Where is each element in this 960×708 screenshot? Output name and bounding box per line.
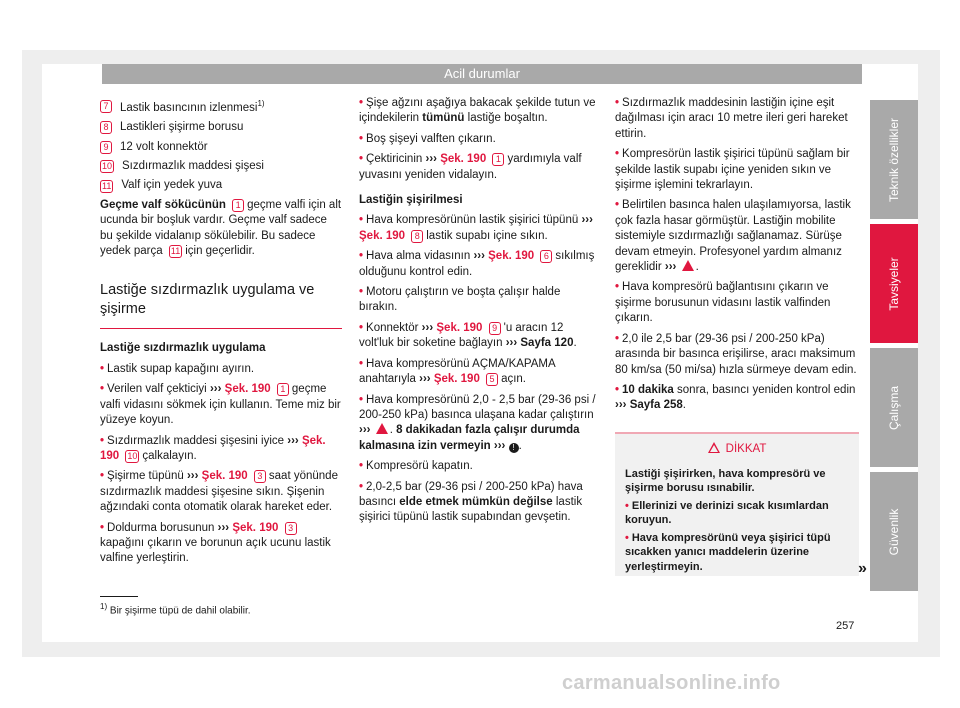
warning-triangle-icon [708, 442, 720, 453]
list-item: • Hava kompresörünü AÇMA/KAPAMA anahtarıyla ››› Şek. 190 5 açın. [359, 357, 556, 386]
list-item: • Boş şişeyi valften çıkarın. [359, 132, 496, 145]
page-number: 257 [836, 620, 855, 632]
legend-text: 12 volt konnektör [120, 140, 208, 153]
figure-link[interactable]: Şek. 190 [433, 373, 480, 386]
figure-link[interactable]: Şek. 190 [436, 321, 483, 334]
tab-tavsiyeler[interactable]: Tavsiyeler [870, 224, 918, 343]
page-link[interactable]: Sayfa 120 [520, 337, 574, 350]
figure-link[interactable]: Şek. 190 [440, 153, 487, 166]
warning-title: DİKKAT [625, 442, 849, 457]
warning-icon[interactable] [376, 423, 388, 434]
list-item: • Konnektör ››› Şek. 190 9 'u aracın 12 volt'luk bir soketine bağlayın ››› Sayfa 120. [359, 321, 577, 350]
warning-item: • Ellerinizi ve derinizi sıcak kısımlardan koruyun. [625, 499, 829, 526]
section-title: Lastiğe sızdırmazlık uygulama ve şişirme [100, 281, 342, 329]
list-item: • Lastik supap kapağını ayırın. [100, 362, 255, 375]
legend-number: 7 [100, 100, 112, 113]
watermark: carmanualsonline.info [562, 672, 781, 694]
list-item: • Hava kompresörünün lastik şişirici tüpünü ››› Şek. 190 8 lastik supabı içine sıkın. [359, 214, 593, 242]
list-item: • Hava kompresörünü 2,0 - 2,5 bar (29-36 psi / 200-250 kPa) basınca ulaşana kadar çalıştırın ››› . 8 dakikadan fazla çalışır durumda kalmasına izin vermeyin ››› ! . [359, 393, 596, 452]
legend-item [100, 178, 342, 193]
legend-item [100, 120, 342, 135]
list-item: • 10 dakika sonra, basıncı yeniden kontrol edin ››› Sayfa 258. [615, 383, 856, 412]
list-item: • Verilen valf çekticiyi ››› Şek. 190 1 geçme valfi vidasını sökmek için kullanın. Teme miz bir yüzeye koyun. [100, 383, 341, 427]
column-3 [615, 96, 859, 419]
legend-number: 11 [102, 180, 112, 191]
list-item: • Çektiricinin ››› Şek. 190 1 yardımıyla valf yuvasını yeniden vidalayın. [359, 153, 582, 181]
list-item: • Motoru çalıştırın ve boşta çalışır halde bırakın. [359, 286, 561, 314]
subheading: Lastiğin şişirilmesi [359, 194, 463, 207]
warning-item: • Hava kompresörünü veya şişirici tüpü sıcakken yanıcı maddelerin üzerine yerleştirmeyin. [625, 531, 831, 573]
tab-teknik-ozellikler[interactable]: Teknik özellikler [870, 100, 918, 219]
page-link[interactable]: Sayfa 258 [629, 399, 683, 412]
legend-text: Lastikleri şişirme borusu [120, 121, 244, 134]
list-item: • Şişe ağzını aşağıya bakacak şekilde tutun ve içindekilerin tümünü lastiğe boşaltın. [359, 97, 596, 125]
list-item: • Kompresörü kapatın. [359, 460, 473, 473]
footnote: $^{1)}$ Bir şişirme tüpü de dahil olabilir. [100, 602, 251, 617]
list-item: • 2,0-2,5 bar (29-36 psi / 200-250 kPa) hava basıncı elde etmek mümkün değilse lastik şişirici tüpünü lastik supabından gevşetin. [359, 480, 583, 524]
list-item: • Sızdırmazlık maddesi şişesini iyice ››› Şek. 190 10 çalkalayın. [100, 434, 326, 462]
legend-text: Sızdırmazlık maddesi şişesi [122, 160, 264, 173]
legend-text: Lastik basıncının izlenmesi$^{1)}$ [120, 99, 265, 114]
figure-link[interactable]: Şek. 190 [201, 470, 248, 483]
list-item: • Hava kompresörü bağlantısını çıkarın ve şişirme borusunun vidasını lastik valfinden çıkarın. [615, 281, 831, 325]
legend-number: 9 [100, 141, 112, 154]
list-item: • Sızdırmazlık maddesinin lastiğin içine eşit dağılması için aracı 10 metre ileri geri hareket ettirin. [615, 97, 848, 140]
figure-link[interactable]: Şek. 190 [359, 229, 406, 242]
warning-box [615, 432, 859, 576]
figure-link[interactable]: Şek. 190 [232, 521, 279, 534]
figure-link[interactable]: Şek. 190 [488, 250, 535, 263]
list-item: • Şişirme tüpünü ››› Şek. 190 3 saat yönünde sızdırmazlık maddesi şişesine sıkın. Şişenin ağzındaki conta otomatik olarak hareket eder. [100, 470, 338, 514]
legend-item [100, 96, 342, 116]
list-item: • Kompresörün lastik şişirici tüpünü sağlam bir şekilde lastik supabı içine yeniden sıkın ve şişirme işlemini tekrarlayın. [615, 148, 850, 192]
list-item: • Doldurma borusunun ››› Şek. 190 3kapağını çıkarın ve borunun açık ucunu lastik valfine yerleştirin. [100, 521, 331, 565]
legend-item [100, 140, 342, 155]
list-item: • 2,0 ile 2,5 bar (29-36 psi / 200-250 kPa) arasında bir basınca erişilirse, aracı maksimum 80 km/sa (50 mi/sa) hızla sürmeye devam edin. [615, 332, 857, 376]
list-item: • Belirtilen basınca halen ulaşılamıyorsa, lastik çok fazla hasar görmüştür. Lastiğin mobilite sistemiyle sızdırmazlığı sağlanamaz. Sürüşe devam etmeyin. Profesyonel yardım almanız gereklidir ››› . [615, 199, 851, 274]
legend-number: 8 [100, 121, 112, 134]
legend-item [100, 159, 342, 174]
figure-link[interactable]: Şek. 190 [100, 434, 326, 462]
column-1 [100, 96, 342, 572]
legend-number: 10 [102, 161, 113, 172]
continue-arrow: » [858, 560, 867, 577]
legend-text: Valf için yedek yuva [121, 179, 223, 192]
footnote-rule [100, 596, 138, 597]
warning-intro: Lastiği şişirirken, hava kompresörü ve şişirme borusu ısınabilir. [625, 467, 826, 494]
list-item: • Hava alma vidasının ››› Şek. 190 6 sıkılmış olduğunu kontrol edin. [359, 250, 595, 278]
tab-calisma[interactable]: Çalışma [870, 348, 918, 467]
paragraph-valve-remover: Geçme valf sökücünün 1 geçme valfi için alt ucunda bir boşluk vardır. Geçme valf sadece bu şekilde vidalanıp sökülebilir. Bu sadece yedek parça 11 için geçerlidir. [100, 198, 342, 258]
stop-icon[interactable]: ! [509, 443, 519, 453]
footnote-ref: 1) [257, 99, 265, 108]
subheading: Lastiğe sızdırmazlık uygulama [100, 342, 266, 355]
column-2 [359, 96, 601, 531]
warning-icon[interactable] [682, 260, 694, 271]
tab-guvenlik[interactable]: Güvenlik [870, 472, 918, 591]
page-header: Acil durumlar [102, 64, 862, 84]
side-tabs [870, 100, 918, 596]
figure-link[interactable]: Şek. 190 [224, 383, 271, 396]
